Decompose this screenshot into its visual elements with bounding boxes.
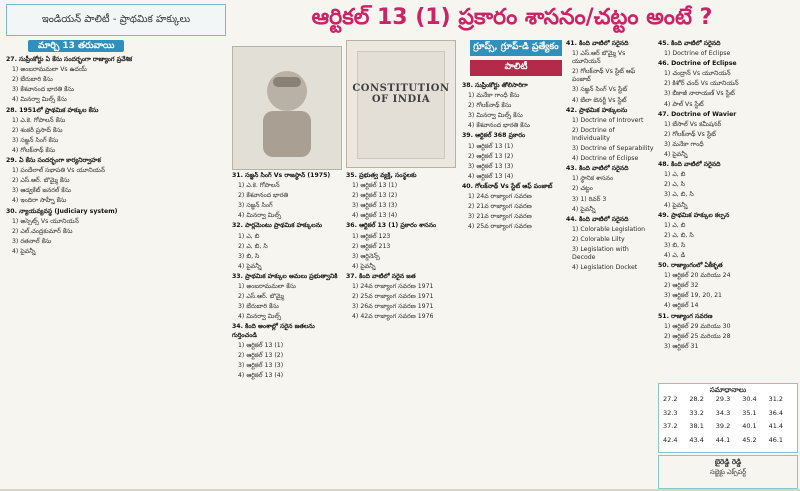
answers-box <box>658 383 798 453</box>
answer-30: 30.4 <box>742 395 757 403</box>
question-27: 27. సుప్రీంకోర్టు ఏ కేసు సందర్భంగా రాజ్యాంగ ప్రవేశిక <box>6 56 133 64</box>
constitution-cover <box>357 51 445 159</box>
constitution-of-india-image <box>346 40 456 168</box>
question-43: 43. కింది వాటిలో సరైనది <box>566 165 629 173</box>
question-34: 34. కింది అంశాల్లో సరైన జతలను గుర్తించండి <box>232 323 315 339</box>
question-46: 46. Doctrine of Eclipse <box>658 60 737 68</box>
question-37: 37. కింది వాటిలో సరైన జత <box>346 272 416 280</box>
section-label-text: ఇండియన్ పాలిటీ - ప్రాథమిక హక్కులు <box>41 14 191 25</box>
question-42: 42. ప్రాథమిక హక్కులను <box>566 106 628 114</box>
answer-40: 40.1 <box>742 422 757 430</box>
author-role: సబ్జెక్టు ఎక్స్‌పర్ట్ <box>709 468 747 476</box>
answer-34: 34.3 <box>715 408 731 417</box>
author-byline <box>658 455 798 489</box>
section-label <box>6 4 226 36</box>
question-41: 41. కింది వాటిలో సరైనది <box>566 40 629 47</box>
answer-31: 31.2 <box>768 395 784 403</box>
answer-28: 28.2 <box>689 395 704 403</box>
question-44: 44. కింది వాటిలో సరైనది <box>566 215 629 223</box>
question-38: 38. సుప్రీంకోర్టు తోలిసారిగా <box>462 82 528 89</box>
answer-44: 44.1 <box>715 435 731 444</box>
answer-37: 37.2 <box>663 422 678 430</box>
continued-pill: మార్చి 13 తరువాయి <box>28 40 124 52</box>
column-5: 41. కింది వాటిలో సరైనది 1) ఎస్.ఆర్ బొమ్మై Vs యూనియన్ 2) గోలక్‌నాథ్ Vs స్టేట్ ఆఫ్ పంజాబ్ 3) సజ్జన్ సింగ్ Vs స్టేట్ 4) బేలా బెనర్జీ Vs స్టేట్ 42. ప్రాథమిక హక్కులను 1) Doctrine of Introvert 2) Doctrine of Individuality 3) Doctrine of Separability 4) Doctrine of Eclipse 43. కింది వాటిలో సరైనది 1) స్థానిక శాసనం 2) చట్టం 3) 1) రివర్ 3 4) పైవన్నీ 44. కింది వాటిలో సరైనది 1) Colorable Legislation 2) Colorable Lilty 3) Legislation with Decode 4) Legislation Docket <box>566 40 654 272</box>
answer-32: 32.3 <box>663 408 678 417</box>
answer-43: 43.4 <box>689 435 704 444</box>
constitution-title-text: CONSTITUTION OF INDIA <box>352 83 450 105</box>
answers-title: సమాధానాలు <box>709 386 747 394</box>
question-33: 33. ప్రాథమిక హక్కుల అమలు ప్రభుత్వానికి <box>232 272 338 280</box>
column-2: 31. సజ్జన్ సింగ్ Vs రాజస్థాన్ (1975) 1) ఎ.కె. గోపాలన్ 2) కేశవానంద భారతి 3) సజ్జన్ సింగ్ 4) మినర్వా మిల్స్ 32. పార్లమెంటు ప్రాథమిక హక్కులను 1) ఎ, బి 2) ఎ, బి, సి 3) బి, సి 4) పైవన్నీ 33. ప్రాథమిక హక్కుల అమలు ప్రభుత్వానికి 1) అంబరామమలా కేసు 2) ఎస్.ఆర్. బొమ్మై 3) బేరుబారి కేసు 4) మినర్వా మిల్స్ 34. కింది అంశాల్లో సరైన జతలను గుర్తించండి 1) ఆర్టికల్ 13 (1) 2) ఆర్టికల్ 13 (2) 3) ఆర్టికల్ 13 (3) 4) ఆర్టికల్ 13 (4) <box>232 172 340 486</box>
column-1: మార్చి 13 తరువాయి 27. సుప్రీంకోర్టు ఏ కేసు సందర్భంగా రాజ్యాంగ ప్రవేశిక 1) అంబరామమలా Vs ఉదయ్ 2) బేరుబారి కేసు 3) కేశవానంద భారతి కేసు 4) మినర్వా మిల్స్ కేసు 28. 1951లో ప్రాథమిక హక్కుల కేసు 1) ఎ.కె. గోపాలన్ కేసు 2) శంకరీ ప్రసాద్ కేసు 3) సజ్జన్ సింగ్ కేసు 4) గోలక్‌నాథ్ కేసు 29. ఏ కేసు సందర్భంగా కార్యనిర్వాహక 1) పందేలాల్ సభాపతి Vs యూనియన్ 2) ఎస్.ఆర్. బొమ్మై కేసు 3) ఆడ్వకేట్ జనరల్ కేసు 4) ఇందిరా సాహ్నీ కేసు 30. న్యాయవ్యవస్థ (Judiciary system) 1) అస్సెట్స్‌ Vs యూనియన్ 2) ఎల్.చంద్రకుమార్ కేసు 3) రతనాల్ కేసు 4) పైవన్నీ <box>6 38 218 486</box>
answer-42: 42.4 <box>663 435 678 444</box>
main-headline-text: ఆర్టికల్ 13 (1) ప్రకారం శాసనం/చట్టం అంటే ? <box>311 5 713 30</box>
main-headline <box>232 2 792 38</box>
question-40: 40. గోలక్‌నాథ్ Vs స్టేట్ ఆఫ్ పంజాబ్ <box>462 182 553 190</box>
answer-45: 45.2 <box>742 435 757 444</box>
answer-38: 38.1 <box>689 422 704 430</box>
question-29: 29. ఏ కేసు సందర్భంగా కార్యనిర్వాహక <box>6 157 101 165</box>
question-30: 30. న్యాయవ్యవస్థ (Judiciary system) <box>6 207 118 215</box>
question-31: 31. సజ్జన్ సింగ్ Vs రాజస్థాన్ (1975) <box>232 172 331 179</box>
answers-grid <box>663 396 793 448</box>
question-49: 49. ప్రాథమిక హక్కుల కల్పన <box>658 211 730 219</box>
author-name: బైరెడ్డి రెడ్డి <box>714 458 742 466</box>
groups-special-strip: గ్రూప్స్, గ్రూప్-డి ప్రత్యేకం <box>470 40 562 56</box>
answer-46: 46.1 <box>768 435 784 444</box>
answer-29: 29.3 <box>715 395 731 403</box>
question-32: 32. పార్లమెంటు ప్రాథమిక హక్కులను <box>232 222 323 230</box>
question-51: 51. రాజ్యాంగ సవరణ <box>658 312 713 320</box>
answer-41: 41.4 <box>768 422 784 430</box>
question-45: 45. కింది వాటిలో సరైనది <box>658 40 721 47</box>
portrait-illustration <box>233 47 341 169</box>
question-47: 47. Doctrine of Wavier <box>658 110 737 118</box>
answer-36: 36.4 <box>768 408 784 417</box>
question-35: 35. ప్రభుత్వ వ్యక్తి, సంస్థలకు <box>346 172 417 179</box>
column-4: 38. సుప్రీంకోర్టు తోలిసారిగా 1) మనేకా గాంధీ కేసు 2) గోలక్‌నాథ్ కేసు 3) మినర్వా మిల్స్ కేసు 4) కేశవానంద భారతి కేసు 39. ఆర్టికల్ 368 ప్రకారం 1) ఆర్టికల్ 13 (1) 2) ఆర్టికల్ 13 (2) 3) ఆర్టికల్ 13 (3) 4) ఆర్టికల్ 13 (4) 40. గోలక్‌నాథ్ Vs స్టేట్ ఆఫ్ పంజాబ్ 1) 24వ రాజ్యాంగ సవరణ 2) 21వ రాజ్యాంగ సవరణ 3) 21వ రాజ్యాంగ సవరణ 4) 25వ రాజ్యాంగ సవరణ <box>462 82 564 486</box>
question-39: 39. ఆర్టికల్ 368 ప్రకారం <box>462 132 526 140</box>
portrait-photo <box>232 46 342 170</box>
polity-badge: పాలిటీ <box>470 60 562 76</box>
question-36: 36. ఆర్టికల్ 13 (1) ప్రకారం శాసనం <box>346 222 437 230</box>
column-3: 35. ప్రభుత్వ వ్యక్తి, సంస్థలకు 1) ఆర్టికల్ 13 (1) 2) ఆర్టికల్ 13 (2) 3) ఆర్టికల్ 13 (3) 4) ఆర్టికల్ 13 (4) 36. ఆర్టికల్ 13 (1) ప్రకారం శాసనం 1) ఆర్టికల్ 123 2) ఆర్టికల్ 213 3) ఆర్డినెన్స్ 4) పైవన్నీ 37. కింది వాటిలో సరైన జత 1) 24వ రాజ్యాంగ సవరణ 1971 2) 25వ రాజ్యాంగ సవరణ 1971 3) 26వ రాజ్యాంగ సవరణ 1971 4) 42వ రాజ్యాంగ సవరణ 1976 <box>346 172 458 486</box>
answer-27: 27.2 <box>663 395 678 403</box>
answer-39: 39.2 <box>715 422 731 430</box>
question-48: 48. కింది వాటిలో సరైనది <box>658 161 721 169</box>
column-6: 45. కింది వాటిలో సరైనది 1) Doctrine of Eclipse 46. Doctrine of Eclipse 1) చంద్రాన్ Vs యూనియన్ 2) కిశోర్ చంద్ Vs యూనియన్ 3) బీకాజీ నారాయణ్ Vs స్టేట్ 4) పాల్ Vs స్టేట్ 47. Doctrine of Wavier 1) బేసాల్ Vs కమీషనర్ 2) గోలక్‌నాథ్ Vs స్టేట్ 3) మనేకా గాంధీ 4) పైవన్నీ 48. కింది వాటిలో సరైనది 1) ఎ, బి 2) ఎ, సి 3) ఎ, బి, సి 4) పైవన్నీ 49. ప్రాథమిక హక్కుల కల్పన 1) ఎ, బి 2) ఎ, బి, సి 3) బి, సి 4) ఎ, డి 50. రాజ్యాంగంలో ఏకీకృత 1) ఆర్టికల్ 20 మరియు 24 2) ఆర్టికల్ 32 3) ఆర్టికల్ 19, 20, 21 4) ఆర్టికల్ 14 51. రాజ్యాంగ సవరణ 1) ఆర్టికల్ 29 మరియు 30 2) ఆర్టికల్ 25 మరియు 28 3) ఆర్టికల్ 31 <box>658 40 796 378</box>
answer-35: 35.1 <box>742 408 757 417</box>
question-28: 28. 1951లో ప్రాథమిక హక్కుల కేసు <box>6 106 99 114</box>
question-50: 50. రాజ్యాంగంలో ఏకీకృత <box>658 262 723 270</box>
answer-33: 33.2 <box>689 408 704 417</box>
